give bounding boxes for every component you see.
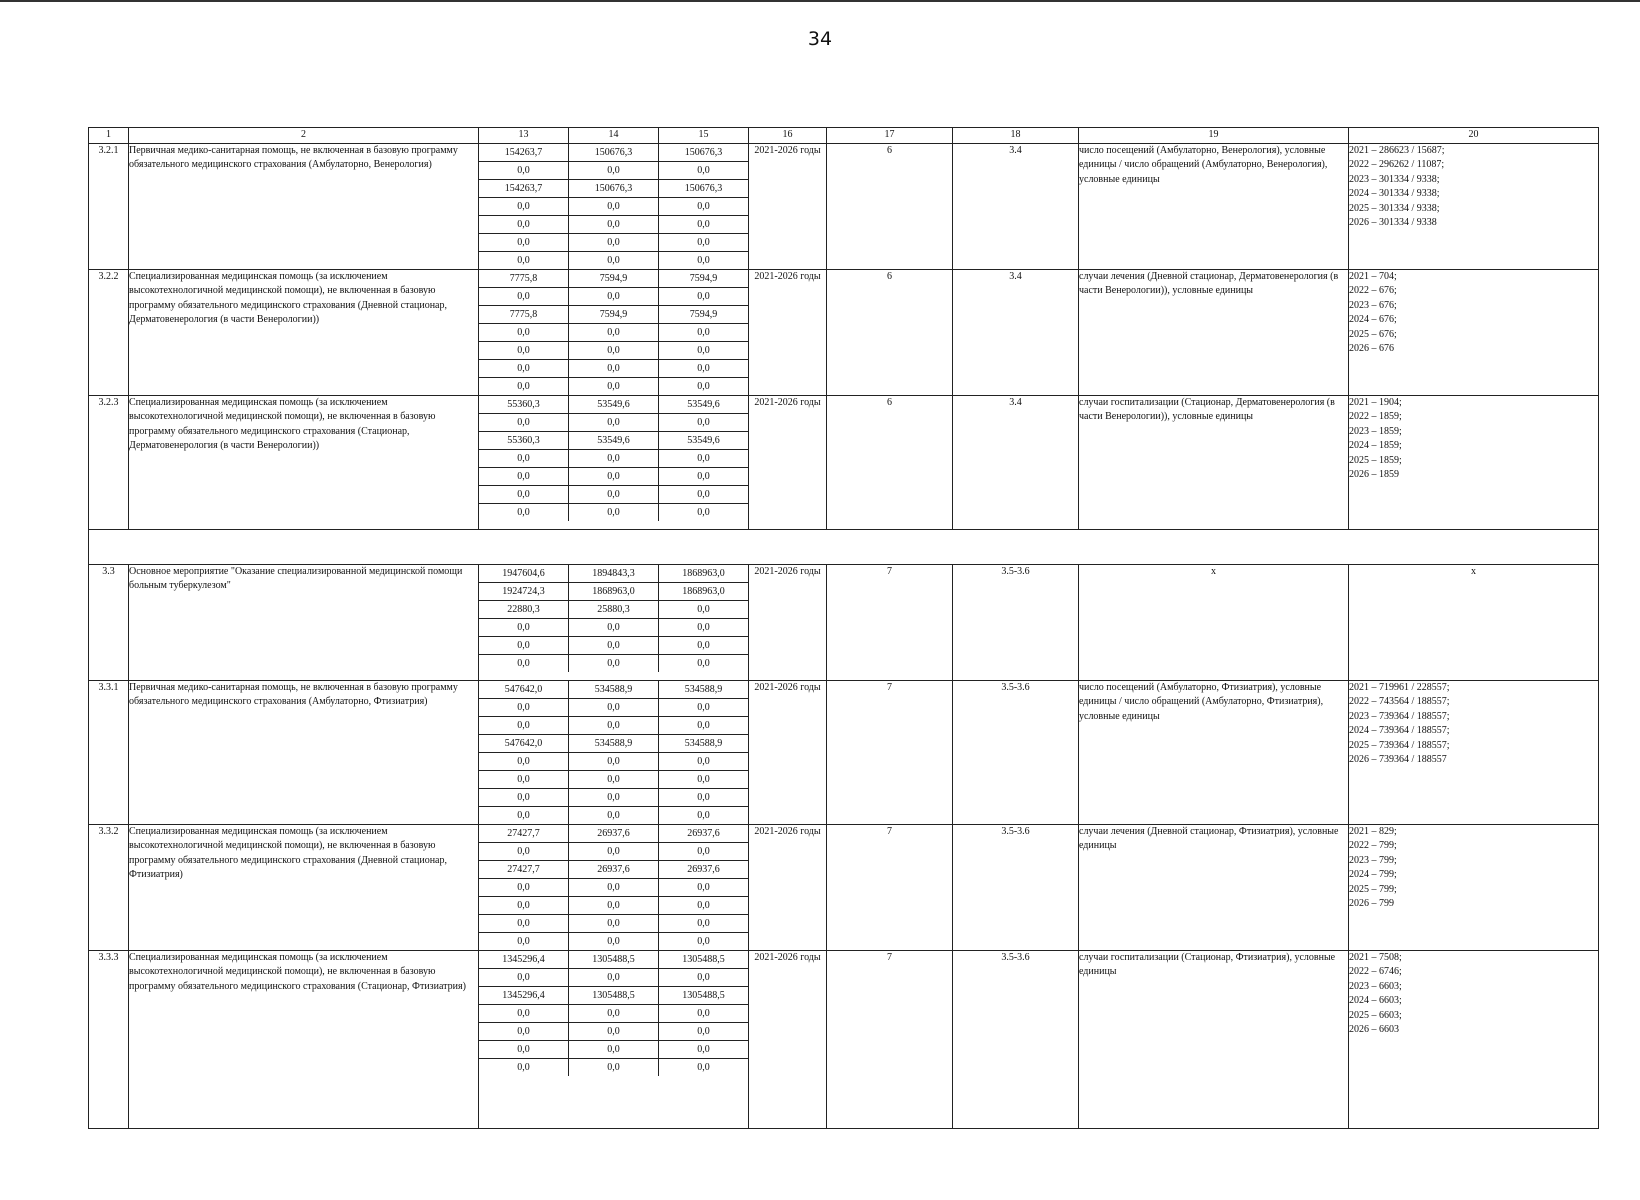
funding-value: 0,0 bbox=[658, 360, 748, 377]
funding-value: 0,0 bbox=[658, 843, 748, 860]
funding-value: 0,0 bbox=[568, 771, 658, 788]
funding-value: 0,0 bbox=[658, 234, 748, 251]
funding-value: 0,0 bbox=[517, 621, 530, 633]
indicator-name: число посещений (Амбулаторно, Венерология), условные единицы / число обращений (Амбулаторно, Венерология), условные единицы bbox=[1079, 143, 1349, 269]
row-number: 3.2.2 bbox=[89, 269, 129, 395]
funding-row bbox=[479, 450, 748, 468]
col18-value: 3.5-3.6 bbox=[953, 680, 1079, 824]
funding-value: 0,0 bbox=[658, 1059, 748, 1076]
funding-value: 0,0 bbox=[658, 717, 748, 734]
table-row bbox=[89, 395, 1599, 529]
measure-name: Первичная медико-санитарная помощь, не включенная в базовую программу обязательного медицинского страхования (Амбулаторно, Венерология) bbox=[129, 143, 479, 269]
funding-value: 0,0 bbox=[517, 200, 530, 212]
funding-value: 150676,3 bbox=[568, 144, 658, 161]
funding-row bbox=[479, 252, 748, 269]
funding-row bbox=[479, 468, 748, 486]
funding-value: 7594,9 bbox=[568, 306, 658, 323]
col-header-20: 20 bbox=[1349, 128, 1599, 144]
funding-value: 1345296,4 bbox=[502, 989, 545, 1001]
col18-value: 3.5-3.6 bbox=[953, 564, 1079, 680]
funding-value: 0,0 bbox=[568, 933, 658, 950]
funding-row bbox=[479, 951, 748, 969]
funding-value: 1924724,3 bbox=[502, 585, 545, 597]
funding-row bbox=[479, 565, 748, 583]
indicator-name: случаи госпитализации (Стационар, Фтизиатрия), условные единицы bbox=[1079, 950, 1349, 1128]
table-row bbox=[89, 269, 1599, 395]
funding-row bbox=[479, 432, 748, 450]
col17-value: 7 bbox=[827, 950, 953, 1128]
indicator-name: случаи госпитализации (Стационар, Дерматовенерология (в части Венерологии)), условные единицы bbox=[1079, 395, 1349, 529]
indicator-name: случаи лечения (Дневной стационар, Дерматовенерология (в части Венерологии)), условные единицы bbox=[1079, 269, 1349, 395]
funding-grid bbox=[479, 681, 748, 824]
funding-value: 0,0 bbox=[658, 879, 748, 896]
funding-value: 0,0 bbox=[517, 218, 530, 230]
funding-value: 0,0 bbox=[568, 288, 658, 305]
funding-value: 0,0 bbox=[658, 933, 748, 950]
program-table bbox=[88, 127, 1599, 1129]
col17-value: 6 bbox=[827, 269, 953, 395]
funding-value: 534588,9 bbox=[568, 735, 658, 752]
funding-value: 53549,6 bbox=[568, 396, 658, 413]
table-row bbox=[89, 564, 1599, 680]
page-number: 34 bbox=[807, 28, 833, 50]
funding-value: 0,0 bbox=[658, 1041, 748, 1058]
funding-value: 0,0 bbox=[517, 254, 530, 266]
funding-value: 26937,6 bbox=[658, 861, 748, 878]
indicator-name: число посещений (Амбулаторно, Фтизиатрия), условные единицы / число обращений (Амбулаторно, Фтизиатрия), условные единицы bbox=[1079, 680, 1349, 824]
table-row bbox=[89, 950, 1599, 1128]
table-body bbox=[89, 143, 1599, 1128]
funding-value: 0,0 bbox=[568, 414, 658, 431]
funding-value: 0,0 bbox=[517, 773, 530, 785]
funding-row bbox=[479, 619, 748, 637]
funding-cells bbox=[479, 680, 749, 824]
funding-value: 55360,3 bbox=[507, 434, 540, 446]
funding-row bbox=[479, 583, 748, 601]
funding-grid bbox=[479, 144, 748, 269]
col18-value: 3.5-3.6 bbox=[953, 824, 1079, 950]
funding-value: 0,0 bbox=[658, 486, 748, 503]
funding-value: 7594,9 bbox=[658, 270, 748, 287]
funding-value: 0,0 bbox=[517, 639, 530, 651]
top-border-line bbox=[0, 0, 1640, 2]
funding-value: 0,0 bbox=[517, 719, 530, 731]
funding-row bbox=[479, 861, 748, 879]
funding-value: 0,0 bbox=[517, 845, 530, 857]
funding-value: 0,0 bbox=[517, 416, 530, 428]
header-row bbox=[89, 128, 1599, 144]
funding-value: 534588,9 bbox=[658, 735, 748, 752]
funding-row bbox=[479, 1023, 748, 1041]
funding-row bbox=[479, 915, 748, 933]
funding-value: 150676,3 bbox=[658, 180, 748, 197]
funding-value: 22880,3 bbox=[507, 603, 540, 615]
period-years: 2021-2026 годы bbox=[749, 143, 827, 269]
funding-value: 0,0 bbox=[517, 326, 530, 338]
funding-value: 0,0 bbox=[568, 699, 658, 716]
funding-value: 547642,0 bbox=[504, 737, 543, 749]
funding-value: 0,0 bbox=[568, 162, 658, 179]
funding-value: 1868963,0 bbox=[658, 583, 748, 600]
table-row bbox=[89, 143, 1599, 269]
col-header-18: 18 bbox=[953, 128, 1079, 144]
funding-value: 0,0 bbox=[517, 1007, 530, 1019]
funding-value: 0,0 bbox=[658, 601, 748, 618]
funding-value: 0,0 bbox=[517, 881, 530, 893]
funding-value: 0,0 bbox=[568, 252, 658, 269]
funding-row bbox=[479, 969, 748, 987]
funding-value: 0,0 bbox=[517, 290, 530, 302]
funding-value: 0,0 bbox=[658, 699, 748, 716]
funding-cells bbox=[479, 395, 749, 529]
funding-value: 0,0 bbox=[658, 807, 748, 824]
funding-value: 0,0 bbox=[658, 378, 748, 395]
funding-value: 150676,3 bbox=[658, 144, 748, 161]
funding-value: 0,0 bbox=[658, 504, 748, 521]
row-number: 3.3 bbox=[89, 564, 129, 680]
funding-row bbox=[479, 198, 748, 216]
col17-value: 6 bbox=[827, 395, 953, 529]
funding-row bbox=[479, 324, 748, 342]
funding-grid bbox=[479, 825, 748, 950]
funding-cells bbox=[479, 143, 749, 269]
funding-row bbox=[479, 843, 748, 861]
funding-value: 53549,6 bbox=[568, 432, 658, 449]
funding-value: 0,0 bbox=[658, 637, 748, 654]
funding-row bbox=[479, 414, 748, 432]
funding-value: 7775,8 bbox=[509, 272, 538, 284]
funding-value: 0,0 bbox=[568, 468, 658, 485]
row-number: 3.3.1 bbox=[89, 680, 129, 824]
funding-row bbox=[479, 306, 748, 324]
funding-value: 0,0 bbox=[517, 236, 530, 248]
funding-cells bbox=[479, 564, 749, 680]
col-header-16: 16 bbox=[749, 128, 827, 144]
funding-value: 0,0 bbox=[568, 216, 658, 233]
col-header-14: 14 bbox=[568, 128, 658, 143]
funding-value: 55360,3 bbox=[507, 398, 540, 410]
funding-cells bbox=[479, 824, 749, 950]
funding-value: 0,0 bbox=[658, 969, 748, 986]
section-spacer-row bbox=[89, 529, 1599, 564]
col-header-2: 2 bbox=[129, 128, 479, 144]
funding-value: 0,0 bbox=[568, 897, 658, 914]
funding-value: 7775,8 bbox=[509, 308, 538, 320]
funding-row bbox=[479, 681, 748, 699]
funding-value: 154263,7 bbox=[504, 146, 543, 158]
funding-value: 0,0 bbox=[658, 468, 748, 485]
funding-value: 0,0 bbox=[568, 789, 658, 806]
funding-value: 0,0 bbox=[658, 771, 748, 788]
funding-row bbox=[479, 717, 748, 735]
funding-row bbox=[479, 396, 748, 414]
funding-row bbox=[479, 342, 748, 360]
funding-value: 0,0 bbox=[568, 1023, 658, 1040]
funding-value: 0,0 bbox=[658, 414, 748, 431]
indicator-values: 2021 – 1904; 2022 – 1859; 2023 – 1859; 2024 – 1859; 2025 – 1859; 2026 – 1859 bbox=[1349, 395, 1599, 529]
indicator-values: 2021 – 7508; 2022 – 6746; 2023 – 6603; 2024 – 6603; 2025 – 6603; 2026 – 6603 bbox=[1349, 950, 1599, 1128]
funding-value: 0,0 bbox=[568, 450, 658, 467]
funding-value: 25880,3 bbox=[568, 601, 658, 618]
funding-value: 534588,9 bbox=[568, 681, 658, 698]
measure-name: Первичная медико-санитарная помощь, не включенная в базовую программу обязательного медицинского страхования (Амбулаторно, Фтизиатрия) bbox=[129, 680, 479, 824]
col-header-1: 1 bbox=[89, 128, 129, 144]
funding-value: 0,0 bbox=[658, 753, 748, 770]
col-header-19: 19 bbox=[1079, 128, 1349, 144]
funding-value: 0,0 bbox=[517, 1043, 530, 1055]
measure-name: Специализированная медицинская помощь (за исключением высокотехнологичной медицинской помощи), не включенная в базовую программу обязательного медицинского страхования (Стационар, Фтизиатрия) bbox=[129, 950, 479, 1128]
funding-value: 0,0 bbox=[517, 899, 530, 911]
funding-value: 0,0 bbox=[658, 915, 748, 932]
table-row bbox=[89, 680, 1599, 824]
funding-value: 0,0 bbox=[658, 1023, 748, 1040]
funding-value: 154263,7 bbox=[504, 182, 543, 194]
funding-row bbox=[479, 753, 748, 771]
funding-value: 1894843,3 bbox=[568, 565, 658, 582]
col18-value: 3.4 bbox=[953, 143, 1079, 269]
funding-value: 0,0 bbox=[658, 655, 748, 672]
funding-row bbox=[479, 504, 748, 521]
funding-value: 26937,6 bbox=[658, 825, 748, 842]
funding-value: 0,0 bbox=[517, 344, 530, 356]
funding-row bbox=[479, 180, 748, 198]
funding-row bbox=[479, 655, 748, 672]
funding-row bbox=[479, 234, 748, 252]
col17-value: 7 bbox=[827, 824, 953, 950]
funding-row bbox=[479, 807, 748, 824]
period-years: 2021-2026 годы bbox=[749, 564, 827, 680]
col-header-17: 17 bbox=[827, 128, 953, 144]
funding-value: 0,0 bbox=[658, 162, 748, 179]
funding-value: 0,0 bbox=[517, 791, 530, 803]
col17-value: 6 bbox=[827, 143, 953, 269]
measure-name: Специализированная медицинская помощь (за исключением высокотехнологичной медицинской помощи), не включенная в базовую программу обязательного медицинского страхования (Дневной стационар, Дерматовенерология (в части Венерологии)) bbox=[129, 269, 479, 395]
funding-value: 1947604,6 bbox=[502, 567, 545, 579]
funding-value: 53549,6 bbox=[658, 396, 748, 413]
funding-value: 26937,6 bbox=[568, 825, 658, 842]
col-header-15: 15 bbox=[658, 128, 748, 143]
funding-value: 547642,0 bbox=[504, 683, 543, 695]
funding-value: 0,0 bbox=[517, 452, 530, 464]
funding-grid bbox=[479, 396, 748, 521]
col-header-13: 13 bbox=[518, 129, 529, 140]
funding-value: 0,0 bbox=[658, 216, 748, 233]
funding-value: 0,0 bbox=[517, 657, 530, 669]
funding-grid bbox=[479, 951, 748, 1076]
funding-row bbox=[479, 987, 748, 1005]
funding-row bbox=[479, 933, 748, 950]
indicator-values: 2021 – 829; 2022 – 799; 2023 – 799; 2024 – 799; 2025 – 799; 2026 – 799 bbox=[1349, 824, 1599, 950]
funding-value: 0,0 bbox=[658, 324, 748, 341]
funding-value: 0,0 bbox=[568, 1059, 658, 1076]
funding-value: 0,0 bbox=[517, 1025, 530, 1037]
funding-row bbox=[479, 789, 748, 807]
funding-value: 0,0 bbox=[568, 637, 658, 654]
measure-name: Специализированная медицинская помощь (за исключением высокотехнологичной медицинской помощи), не включенная в базовую программу обязательного медицинского страхования (Дневной стационар, Фтизиатрия) bbox=[129, 824, 479, 950]
row-number: 3.2.3 bbox=[89, 395, 129, 529]
funding-value: 1305488,5 bbox=[658, 951, 748, 968]
funding-value: 0,0 bbox=[658, 1005, 748, 1022]
measure-name: Основное мероприятие "Оказание специализированной медицинской помощи больным туберкулезом" bbox=[129, 564, 479, 680]
indicator-name: случаи лечения (Дневной стационар, Фтизиатрия), условные единицы bbox=[1079, 824, 1349, 950]
funding-value: 0,0 bbox=[568, 717, 658, 734]
funding-value: 0,0 bbox=[568, 753, 658, 770]
funding-value: 0,0 bbox=[658, 619, 748, 636]
funding-value: 0,0 bbox=[658, 288, 748, 305]
funding-value: 0,0 bbox=[568, 915, 658, 932]
period-years: 2021-2026 годы bbox=[749, 680, 827, 824]
funding-value: 0,0 bbox=[658, 897, 748, 914]
funding-value: 0,0 bbox=[568, 843, 658, 860]
funding-row bbox=[479, 771, 748, 789]
funding-row bbox=[479, 270, 748, 288]
funding-value: 0,0 bbox=[568, 504, 658, 521]
measure-name: Специализированная медицинская помощь (за исключением высокотехнологичной медицинской помощи), не включенная в базовую программу обязательного медицинского страхования (Стационар, Дерматовенерология (в части Венерологии)) bbox=[129, 395, 479, 529]
table-row bbox=[89, 824, 1599, 950]
funding-value: 0,0 bbox=[568, 198, 658, 215]
funding-value: 1868963,0 bbox=[568, 583, 658, 600]
funding-value: 27427,7 bbox=[507, 827, 540, 839]
funding-value: 1305488,5 bbox=[658, 987, 748, 1004]
funding-value: 0,0 bbox=[568, 378, 658, 395]
col18-value: 3.5-3.6 bbox=[953, 950, 1079, 1128]
col17-value: 7 bbox=[827, 564, 953, 680]
funding-row bbox=[479, 735, 748, 753]
funding-value: 0,0 bbox=[517, 380, 530, 392]
col17-value: 7 bbox=[827, 680, 953, 824]
funding-grid bbox=[479, 565, 748, 672]
funding-value: 0,0 bbox=[568, 619, 658, 636]
funding-value: 0,0 bbox=[517, 917, 530, 929]
funding-value: 53549,6 bbox=[658, 432, 748, 449]
funding-value: 0,0 bbox=[517, 809, 530, 821]
row-number: 3.3.2 bbox=[89, 824, 129, 950]
funding-value: 0,0 bbox=[658, 198, 748, 215]
indicator-values: x bbox=[1349, 564, 1599, 680]
funding-value: 1305488,5 bbox=[568, 951, 658, 968]
funding-value: 0,0 bbox=[517, 488, 530, 500]
funding-row bbox=[479, 216, 748, 234]
funding-cells bbox=[479, 269, 749, 395]
funding-row bbox=[479, 879, 748, 897]
funding-value: 0,0 bbox=[658, 789, 748, 806]
funding-value: 0,0 bbox=[568, 655, 658, 672]
row-number: 3.3.3 bbox=[89, 950, 129, 1128]
section-spacer-cell bbox=[89, 529, 1599, 564]
funding-value: 0,0 bbox=[517, 164, 530, 176]
funding-row bbox=[479, 360, 748, 378]
indicator-values: 2021 – 704; 2022 – 676; 2023 – 676; 2024 – 676; 2025 – 676; 2026 – 676 bbox=[1349, 269, 1599, 395]
funding-value: 27427,7 bbox=[507, 863, 540, 875]
funding-value: 0,0 bbox=[517, 935, 530, 947]
indicator-values: 2021 – 286623 / 15687; 2022 – 296262 / 11087; 2023 – 301334 / 9338; 2024 – 301334 / 9338; 2025 – 301334 / 9338; 2026 – 301334 / 9338 bbox=[1349, 143, 1599, 269]
funding-value: 0,0 bbox=[568, 360, 658, 377]
funding-value: 0,0 bbox=[568, 1005, 658, 1022]
row-number: 3.2.1 bbox=[89, 143, 129, 269]
funding-value: 1868963,0 bbox=[658, 565, 748, 582]
funding-row bbox=[479, 699, 748, 717]
funding-cells bbox=[479, 950, 749, 1128]
funding-value: 0,0 bbox=[517, 506, 530, 518]
funding-value: 1305488,5 bbox=[568, 987, 658, 1004]
col18-value: 3.4 bbox=[953, 269, 1079, 395]
funding-row bbox=[479, 288, 748, 306]
funding-row bbox=[479, 144, 748, 162]
funding-value: 0,0 bbox=[568, 879, 658, 896]
funding-value: 0,0 bbox=[568, 807, 658, 824]
funding-value: 0,0 bbox=[568, 324, 658, 341]
funding-value: 0,0 bbox=[568, 486, 658, 503]
funding-row bbox=[479, 1041, 748, 1059]
funding-value: 0,0 bbox=[568, 342, 658, 359]
funding-row bbox=[479, 897, 748, 915]
period-years: 2021-2026 годы bbox=[749, 950, 827, 1128]
funding-value: 0,0 bbox=[517, 470, 530, 482]
funding-value: 0,0 bbox=[658, 252, 748, 269]
funding-grid bbox=[479, 270, 748, 395]
funding-value: 0,0 bbox=[517, 701, 530, 713]
funding-value: 150676,3 bbox=[568, 180, 658, 197]
funding-value: 0,0 bbox=[568, 234, 658, 251]
funding-row bbox=[479, 825, 748, 843]
col-header-13-15 bbox=[479, 128, 749, 144]
funding-row bbox=[479, 1059, 748, 1076]
funding-value: 0,0 bbox=[658, 450, 748, 467]
funding-value: 7594,9 bbox=[658, 306, 748, 323]
indicator-values: 2021 – 719961 / 228557; 2022 – 743564 / 188557; 2023 – 739364 / 188557; 2024 – 739364 / 188557; 2025 – 739364 / 188557; 2026 – 739364 / 188557 bbox=[1349, 680, 1599, 824]
funding-value: 0,0 bbox=[517, 362, 530, 374]
funding-row bbox=[479, 378, 748, 395]
funding-row bbox=[479, 1005, 748, 1023]
funding-value: 0,0 bbox=[517, 755, 530, 767]
funding-value: 7594,9 bbox=[568, 270, 658, 287]
funding-row bbox=[479, 601, 748, 619]
funding-row bbox=[479, 637, 748, 655]
funding-value: 0,0 bbox=[568, 1041, 658, 1058]
funding-row bbox=[479, 162, 748, 180]
funding-value: 534588,9 bbox=[658, 681, 748, 698]
period-years: 2021-2026 годы bbox=[749, 395, 827, 529]
period-years: 2021-2026 годы bbox=[749, 269, 827, 395]
funding-value: 0,0 bbox=[658, 342, 748, 359]
funding-value: 1345296,4 bbox=[502, 953, 545, 965]
period-years: 2021-2026 годы bbox=[749, 824, 827, 950]
funding-value: 0,0 bbox=[568, 969, 658, 986]
funding-value: 26937,6 bbox=[568, 861, 658, 878]
col18-value: 3.4 bbox=[953, 395, 1079, 529]
indicator-name: x bbox=[1079, 564, 1349, 680]
funding-value: 0,0 bbox=[517, 1061, 530, 1073]
funding-row bbox=[479, 486, 748, 504]
funding-value: 0,0 bbox=[517, 971, 530, 983]
